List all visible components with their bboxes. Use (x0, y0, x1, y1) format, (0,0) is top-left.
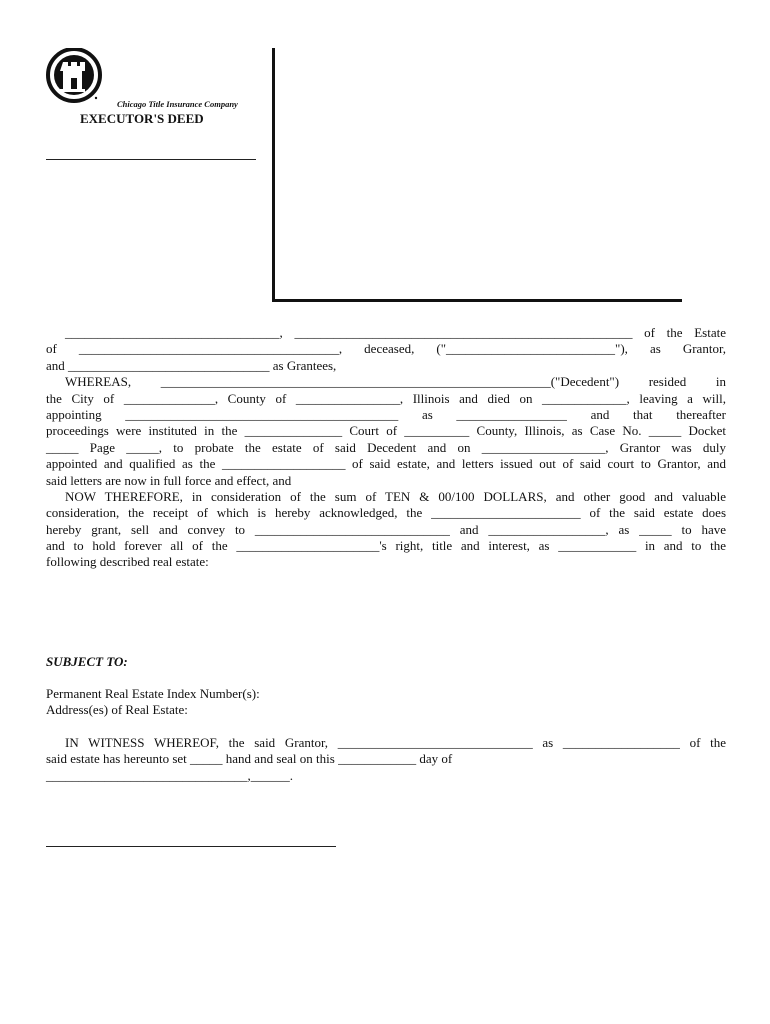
body-line: consideration, the receipt of which is hereby acknowledged, the _______________________ of the said estate does (46, 505, 726, 521)
body-line: appointing __________________________________________ as _________________ and that thereafter (46, 406, 726, 422)
subject-to-heading: SUBJECT TO: (46, 654, 128, 669)
body-line: following described real estate: (46, 554, 209, 570)
body-line: the City of ______________, County of ________________, Illinois and died on _____________, leaving a will, (46, 390, 726, 406)
witness-line: _______________________________,______. (46, 767, 293, 783)
body-line: and to hold forever all of the ______________________'s right, title and interest, as ____________ in and to the (46, 538, 726, 554)
deed-body (46, 325, 726, 571)
recorder-box-left-border (272, 48, 275, 302)
castle-tower-logo-icon (46, 48, 106, 104)
body-line: and _______________________________ as Grantees, (46, 357, 337, 373)
witness-line: IN WITNESS WHEREOF, the said Grantor, ______________________________ as __________________ of the (65, 735, 726, 750)
pin-label: Permanent Real Estate Index Number(s): (46, 686, 260, 701)
body-line: appointed and qualified as the ___________________ of said estate, and letters issued out of said court to Grantor, and (46, 456, 726, 472)
property-info (46, 686, 260, 718)
witness-line: said estate has hereunto set _____ hand and seal on this ____________ day of (46, 751, 453, 767)
body-line: said letters are now in full force and effect, and (46, 472, 292, 488)
witness-clause (46, 735, 726, 784)
company-name: Chicago Title Insurance Company (117, 99, 238, 109)
body-line: hereby grant, sell and convey to ______________________________ and __________________, as _____ to have (46, 521, 726, 537)
body-line: _____ Page _____, to probate the estate of said Decedent and on ___________________, Grantor was duly (46, 439, 726, 455)
signature-line (46, 846, 336, 847)
recorder-box-bottom-border (272, 299, 682, 302)
address-label: Address(es) of Real Estate: (46, 702, 188, 717)
body-line: proceedings were instituted in the _______________ Court of __________ County, Illinois, as Case No. _____ Docket (46, 423, 726, 439)
document-title: EXECUTOR'S DEED (80, 111, 204, 126)
body-line: _________________________________, ____________________________________________________ of the Estate (65, 325, 726, 340)
body-line: NOW THEREFORE, in consideration of the sum of TEN & 00/100 DOLLARS, and other good and valuable (65, 488, 726, 504)
body-line: of ________________________________________, deceased, ("__________________________"), as Grantor, (46, 341, 726, 357)
body-line: WHEREAS, ____________________________________________________________("Decedent") resided in (65, 374, 726, 390)
recording-info-line (46, 159, 256, 160)
